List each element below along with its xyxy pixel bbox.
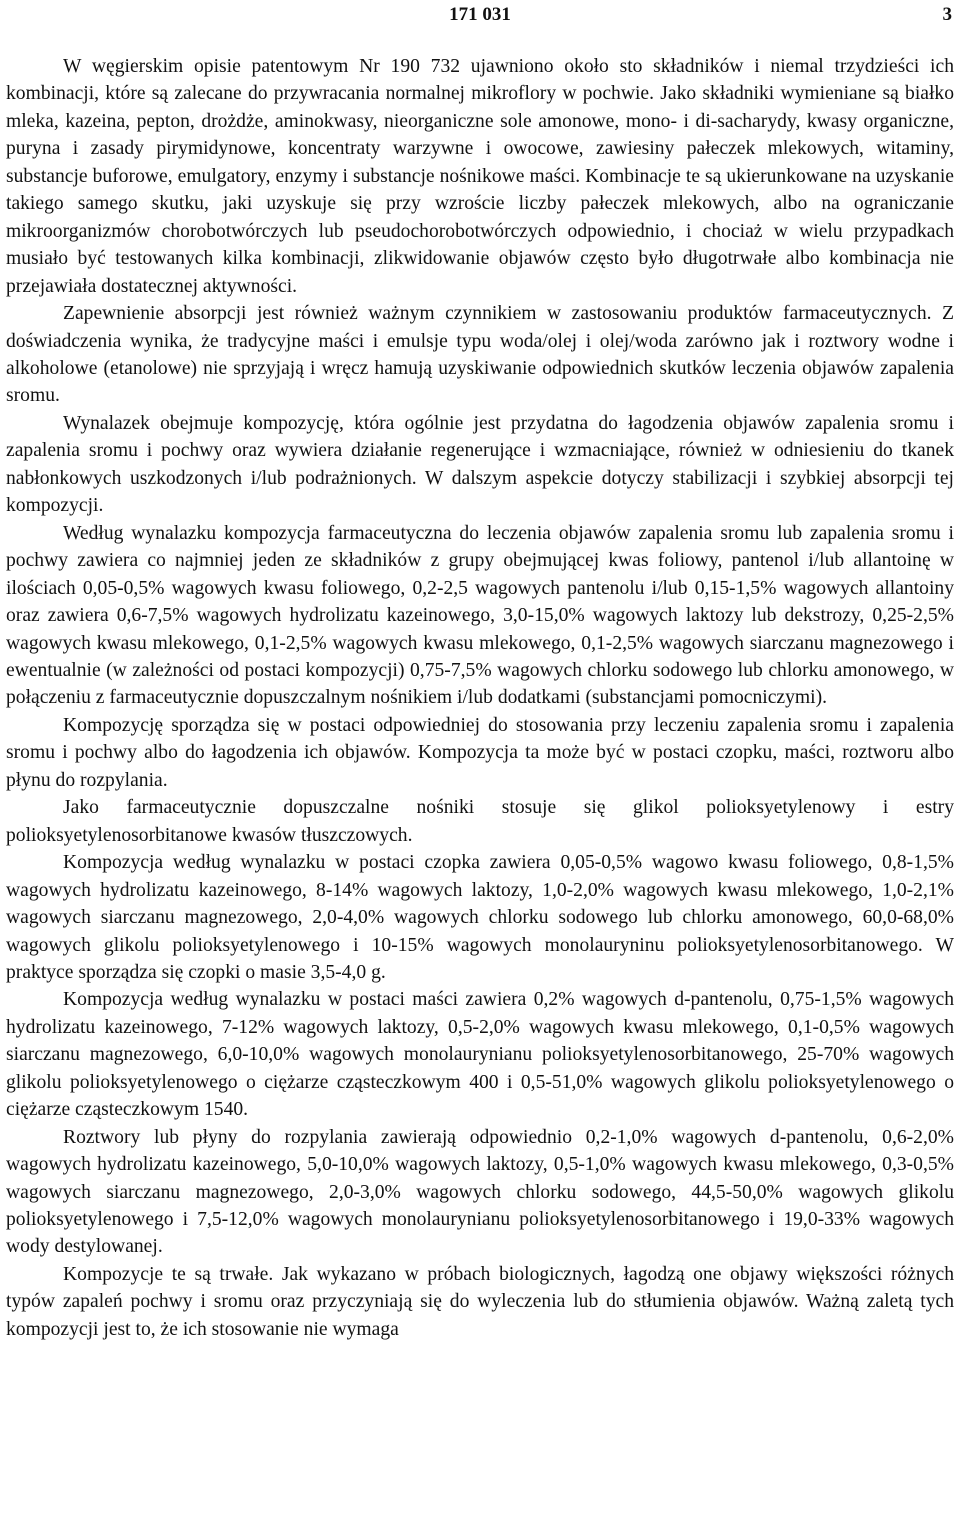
page-number: 3 [942,4,952,25]
paragraph-9: Roztwory lub płyny do rozpylania zawierają odpowiednio 0,2-1,0% wagowych d-pantenolu, 0,6-2,0% wagowych hydrolizatu kazeinowego, 5,0-10,0% wagowych laktozy, 0,5-1,0% wagowych kwasu mlekowego, 0,3-0,5% wagowych siarczanu magnezowego, 2,0-3,0% wagowych chlorku sodowego, 44,5-50,0% wagowych glikolu polioksyetylenowego i 7,5-12,0% wagowych monolaurynianu polioksyetylenosorbitanowego i 19,0-33% wagowych wody destylowanej. [6,1126,954,1258]
paragraph-3: Wynalazek obejmuje kompozycję, która ogólnie jest przydatna do łagodzenia objawów zapalenia sromu i zapalenia sromu i pochwy oraz wywiera działanie regenerujące i wzmacniające, również w odniesieniu do tkanek nabłonkowych uszkodzonych i/lub podrażnionych. W dalszym aspekcie dotyczy stabilizacji i szybkiej absorpcji tej kompozycji. [6,412,954,517]
paragraph-5: Kompozycję sporządza się w postaci odpowiedniej do stosowania przy leczeniu zapalenia sromu i zapalenia sromu i pochwy albo do łagodzenia ich objawów. Kompozycja ta może być w postaci czopku, maści, roztworu albo płynu do rozpylania. [6,714,954,791]
document-page [6,0,954,1343]
page-header [6,0,954,34]
paragraph-8: Kompozycja według wynalazku w postaci maści zawiera 0,2% wagowych d-pantenolu, 0,75-1,5% wagowych hydrolizatu kazeinowego, 7-12% wagowych laktozy, 0,5-2,0% wagowych kwasu mlekowego, 0,1-0,5% wagowych siarczanu magnezowego, 6,0-10,0% wagowych monolaurynianu polioksyetylenosorbitanowego, 25-70% wagowych glikolu polioksyetylenowego o ciężarze cząsteczkowym 400 i 0,5-51,0% wagowych glikolu polioksyetylenowego o ciężarze cząsteczkowym 1540. [6,989,954,1121]
paragraph-2: Zapewnienie absorpcji jest również ważnym czynnikiem w zastosowaniu produktów farmaceutycznych. Z doświadczenia wynika, że tradycyjne maści i emulsje typu woda/olej i olej/woda zarówno jak i roztwory wodne i alkoholowe (etanolowe) nie sprzyjają i wręcz hamują uzyskiwanie odpowiednich skutków leczenia objawów zapalenia sromu. [6,303,954,407]
paragraph-10: Kompozycje te są trwałe. Jak wykazano w próbach biologicznych, łagodzą one objawy większości różnych typów zapaleń pochwy i sromu oraz przyczyniają się do wyleczenia lub do stłumienia objawów. Ważną zaletą tych kompozycji jest to, że ich stosowanie nie wymaga [6,1263,954,1340]
paragraph-6: Jako farmaceutycznie dopuszczalne nośniki stosuje się glikol polioksyetylenowy i estry polioksyetylenosorbitanowe kwasów tłuszczowych. [6,797,954,846]
document-body [6,53,954,1343]
paragraph-4: Według wynalazku kompozycja farmaceutyczna do leczenia objawów zapalenia sromu lub zapalenia sromu i pochwy zawiera co najmniej jeden ze składników z grupy obejmującej kwas foliowy, pantenol i/lub allantoinę w ilościach 0,05-0,5% wagowych kwasu foliowego, 0,2-2,5 wagowych pantenolu i/lub 0,15-1,5% wagowych allantoiny oraz zawiera 0,6-7,5% wagowych hydrolizatu kazeinowego, 3,0-15,0% wagowych laktozy lub dekstrozy, 0,25-2,5% wagowych kwasu mlekowego, 0,1-2,5% wagowych kwasu mlekowego, 0,1-2,5% wagowych siarczanu magnezowego i ewentualnie (w zależności od postaci kompozycji) 0,75-7,5% wagowych chlorku sodowego lub chlorku amonowego, w połączeniu z farmaceutycznie dopuszczalnym nośnikiem i/lub dodatkami (substancjami pomocniczymi). [6,522,954,709]
paragraph-7: Kompozycja według wynalazku w postaci czopka zawiera 0,05-0,5% wagowo kwasu foliowego, 0,8-1,5% wagowych hydrolizatu kazeinowego, 8-14% wagowych laktozy, 1,0-2,0% wagowych kwasu mlekowego, 1,0-2,1% wagowych siarczanu magnezowego, 2,0-4,0% wagowych chlorku sodowego lub chlorku amonowego, 60,0-68,0% wagowych glikolu polioksyetylenowego i 10-15% wagowych monolauryninu polioksyetylenosorbitanowego. W praktyce sporządza się czopki o masie 3,5-4,0 g. [6,852,954,983]
document-number: 171 031 [449,4,511,25]
paragraph-1: W węgierskim opisie patentowym Nr 190 732 ujawniono około sto składników i niemal trzydzieści ich kombinacji, które są zalecane do przywracania normalnej mikroflory w pochwie. Jako składniki wymieniane są białko mleka, kazeina, pepton, drożdże, aminokwasy, nieorganiczne sole amonowe, mono- i di-sacharydy, kwasy organiczne, puryna i zasady pirymidynowe, koncentraty warzywne i owocowe, zawiesiny pałeczek mlekowych, witaminy, substancje buforowe, emulgatory, enzymy i substancje nośnikowe maści. Kombinacje te są ukierunkowane na uzyskanie takiego samego skutku, jaki uzyskuje się przy wzroście liczby pałeczek mlekowych, albo na ograniczanie mikroorganizmów chorobotwórczych lub pseudochorobotwórczych odpowiednio, i chociaż w wielu przypadkach musiało być testowanych kilka kombinacji, zlikwidowanie objawów często było długotrwałe albo kombinacja nie przejawiała dostatecznej aktywności. [6,56,954,297]
